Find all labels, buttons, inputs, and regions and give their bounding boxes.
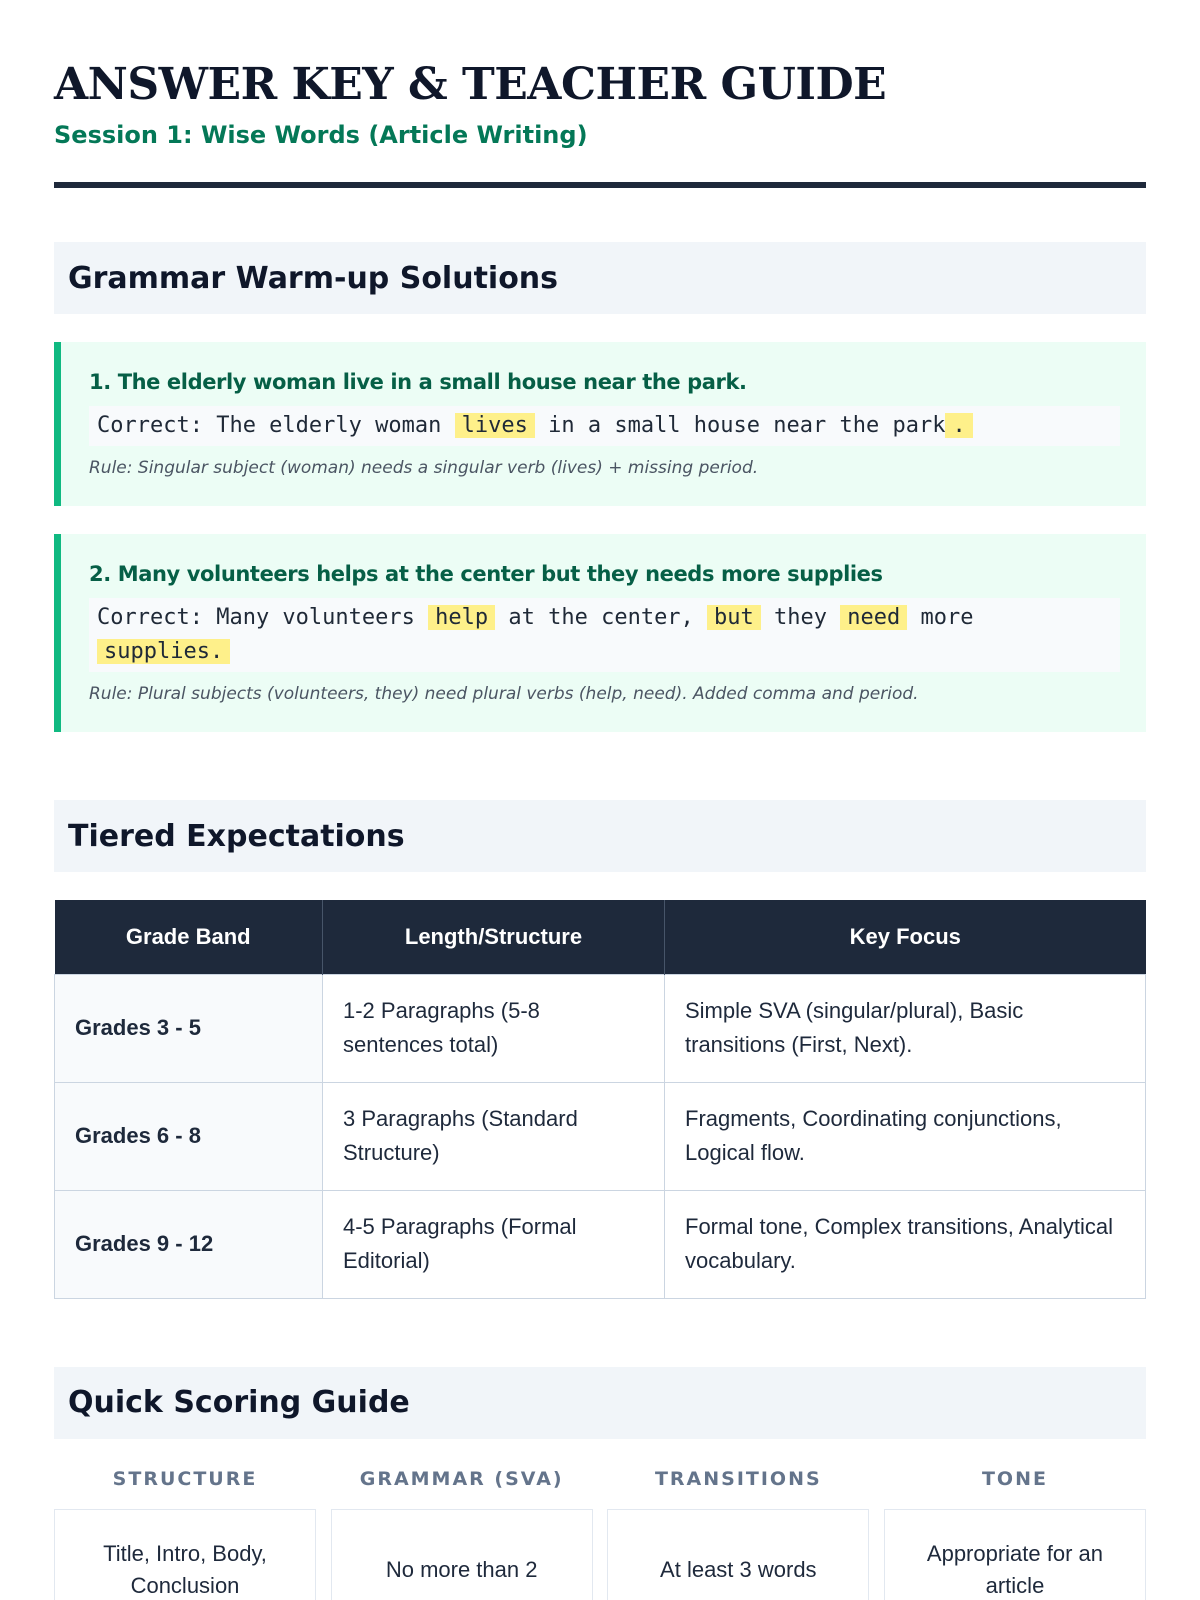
table-header-row [55,900,1146,974]
solution-card [54,534,1146,732]
sentence-text: Correct: Many volunteers [97,605,429,630]
tiered-expectations-section [54,800,1146,1299]
page-title: ANSWER KEY & TEACHER GUIDE [54,59,887,110]
corrected-word-highlight: but [707,605,761,630]
corrected-sentence [89,406,1120,446]
scoring-criterion [607,1463,869,1600]
sentence-text: at the center, [495,605,708,630]
header-divider [54,182,1146,188]
key-focus-cell: Simple SVA (singular/plural), Basic transitions (First, Next). [665,974,1146,1082]
grammar-rule-note: Rule: Singular subject (woman) needs a singular verb (lives) + missing period. [89,458,759,478]
section-title: Tiered Expectations [68,818,405,854]
sentence-text: more [907,605,974,630]
sentence-text: in a small house near the park [534,413,946,438]
criterion-label: TONE [981,1467,1048,1490]
criterion-description: Title, Intro, Body, Conclusion [54,1509,316,1600]
section-header [54,242,1146,314]
corrected-word-highlight: supplies. [97,639,230,664]
key-focus-cell: Fragments, Coordinating conjunctions, Logical flow. [665,1082,1146,1190]
scoring-criterion [54,1463,316,1600]
expectations-table [54,900,1146,1299]
criterion-label: TRANSITIONS [654,1467,822,1490]
table-row [55,1082,1146,1190]
corrected-word-highlight: . [945,413,972,438]
section-header [54,800,1146,872]
criterion-description: No more than 2 [331,1509,593,1600]
grade-band-cell: Grades 3 - 5 [55,974,323,1082]
sentence-text: Correct: The elderly woman [97,413,455,438]
section-title: Grammar Warm-up Solutions [68,260,559,296]
table-row [55,1190,1146,1298]
corrected-sentence [89,598,1120,672]
document-header [54,0,1146,188]
length-structure-cell: 1-2 Paragraphs (5-8 sentences total) [323,974,665,1082]
corrected-word-highlight: need [840,605,907,630]
criterion-label: STRUCTURE [112,1467,258,1490]
table-row [55,974,1146,1082]
grammar-solutions-section [54,242,1146,732]
corrected-word-highlight: help [428,605,495,630]
section-title: Quick Scoring Guide [68,1385,410,1420]
scoring-criterion [331,1463,593,1600]
scoring-guide-section [54,1367,1146,1600]
criterion-description: Appropriate for an article [884,1509,1146,1600]
grade-band-cell: Grades 9 - 12 [55,1190,323,1298]
column-header: Key Focus [665,900,1146,974]
length-structure-cell: 3 Paragraphs (Standard Structure) [323,1082,665,1190]
grammar-rule-note: Rule: Plural subjects (volunteers, they) need plural verbs (help, need). Added comma and period. [89,684,919,704]
solution-question: 2. Many volunteers helps at the center but they needs more supplies [89,562,883,586]
key-focus-cell: Formal tone, Complex transitions, Analytical vocabulary. [665,1190,1146,1298]
column-header: Grade Band [55,900,323,974]
solution-question: 1. The elderly woman live in a small house near the park. [89,370,747,394]
page-subtitle: Session 1: Wise Words (Article Writing) [54,121,588,149]
scoring-grid [54,1463,1146,1600]
section-header [54,1367,1146,1439]
criterion-description: At least 3 words [607,1509,869,1600]
length-structure-cell: 4-5 Paragraphs (Formal Editorial) [323,1190,665,1298]
corrected-word-highlight: lives [455,413,535,438]
scoring-criterion [884,1463,1146,1600]
column-header: Length/Structure [323,900,665,974]
criterion-label: GRAMMAR (SVA) [359,1467,564,1490]
grade-band-cell: Grades 6 - 8 [55,1082,323,1190]
solution-card [54,342,1146,506]
sentence-text: they [760,605,841,630]
